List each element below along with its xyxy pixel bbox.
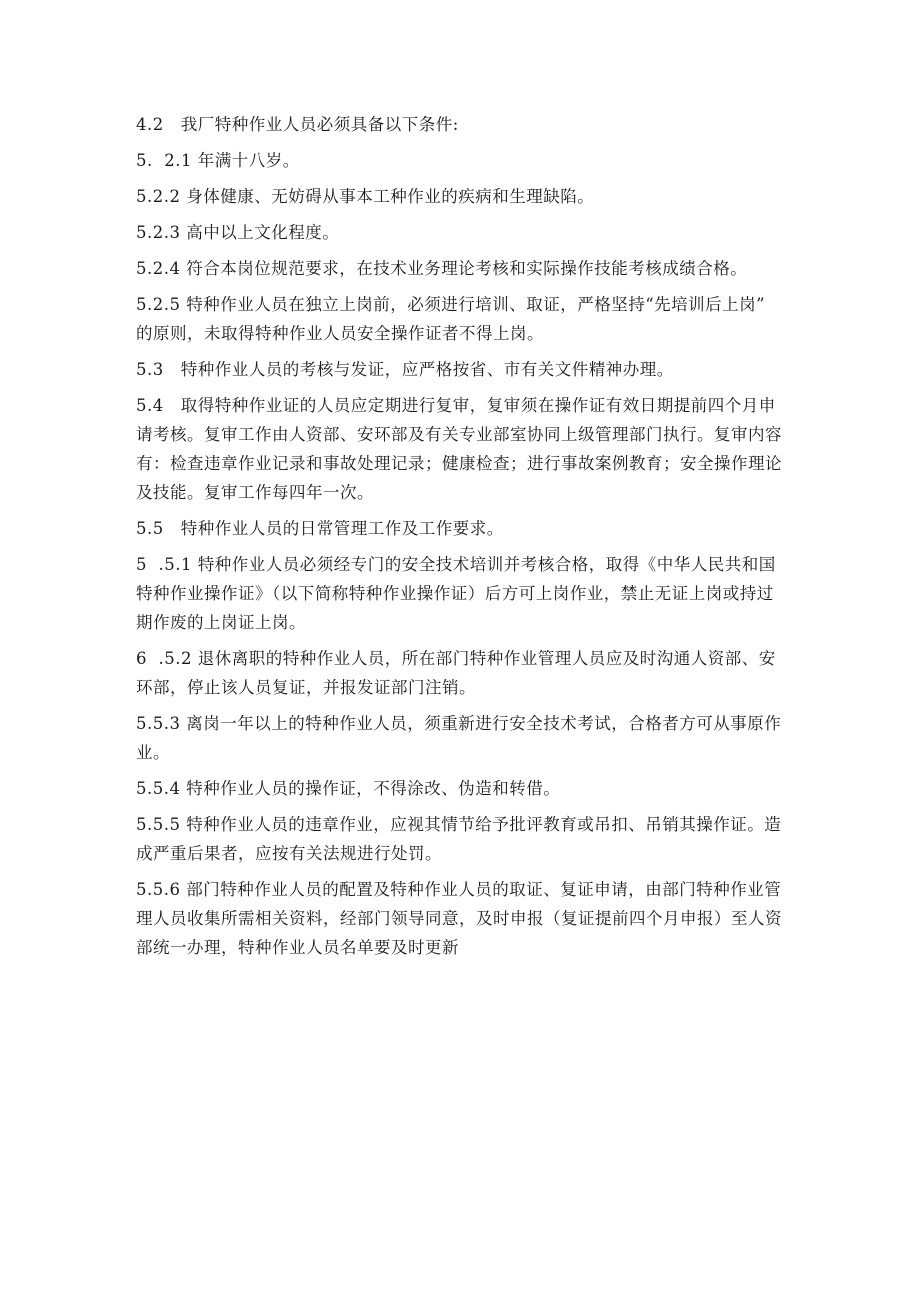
text-line: 5.4 取得特种作业证的人员应定期进行复审，复审须在操作证有效日期提前四个月申 bbox=[136, 396, 776, 415]
text-line: 5.2.3 高中以上文化程度。 bbox=[136, 223, 340, 242]
text-line: 5.2.5 特种作业人员在独立上岗前，必须进行培训、取证，严格坚持“先培训后上岗” bbox=[136, 295, 766, 314]
text-line: 环部，停止该人员复证，并报发证部门注销。 bbox=[136, 678, 476, 697]
text-line: 5.5.3 离岗一年以上的特种作业人员，须重新进行安全技术考试，合格者方可从事原作 bbox=[136, 714, 782, 733]
paragraph bbox=[136, 290, 786, 348]
paragraph bbox=[136, 810, 786, 868]
text-line: 的原则，未取得特种作业人员安全操作证者不得上岗。 bbox=[136, 324, 544, 343]
text-line: 4.2 我厂特种作业人员必须具备以下条件: bbox=[136, 115, 459, 134]
text-line: 6 .5.2 退休离职的特种作业人员，所在部门特种作业管理人员应及时沟通人资部、安 bbox=[136, 649, 776, 668]
text-line: 5 .5.1 特种作业人员必须经专门的安全技术培训并考核合格，取得《中华人民共和国 bbox=[136, 555, 776, 574]
paragraph bbox=[136, 875, 786, 962]
text-line: 5.5 特种作业人员的日常管理工作及工作要求。 bbox=[136, 519, 504, 538]
paragraph bbox=[136, 550, 786, 637]
paragraph bbox=[136, 644, 786, 702]
paragraph bbox=[136, 709, 786, 767]
text-line: 理人员收集所需相关资料，经部门领导同意，及时申报（复证提前四个月申报）至人资 bbox=[136, 909, 782, 928]
text-line: 5.5.4 特种作业人员的操作证，不得涂改、伪造和转借。 bbox=[136, 779, 561, 798]
text-line: 5.5.6 部门特种作业人员的配置及特种作业人员的取证、复证申请，由部门特种作业管 bbox=[136, 880, 782, 899]
text-line: 5. 2.1 年满十八岁。 bbox=[136, 151, 300, 170]
text-line: 5.2.2 身体健康、无妨碍从事本工种作业的疾病和生理缺陷。 bbox=[136, 187, 595, 206]
document-body bbox=[136, 110, 786, 969]
text-line: 5.3 特种作业人员的考核与发证，应严格按省、市有关文件精神办理。 bbox=[136, 360, 674, 379]
text-line: 业。 bbox=[136, 743, 170, 762]
text-line: 期作废的上岗证上岗。 bbox=[136, 613, 306, 632]
paragraph bbox=[136, 218, 786, 247]
paragraph bbox=[136, 182, 786, 211]
paragraph bbox=[136, 514, 786, 543]
text-line: 特种作业操作证》（以下简称特种作业操作证）后方可上岗作业，禁止无证上岗或持过 bbox=[136, 584, 774, 603]
text-line: 5.2.4 符合本岗位规范要求，在技术业务理论考核和实际操作技能考核成绩合格。 bbox=[136, 259, 748, 278]
paragraph bbox=[136, 110, 786, 139]
paragraph bbox=[136, 146, 786, 175]
text-line: 有：检查违章作业记录和事故处理记录；健康检查；进行事故案例教育；安全操作理论 bbox=[136, 454, 782, 473]
text-line: 请考核。复审工作由人资部、安环部及有关专业部室协同上级管理部门执行。复审内容 bbox=[136, 425, 782, 444]
paragraph bbox=[136, 391, 786, 507]
text-line: 5.5.5 特种作业人员的违章作业，应视其情节给予批评教育或吊扣、吊销其操作证。造 bbox=[136, 815, 782, 834]
paragraph bbox=[136, 774, 786, 803]
paragraph bbox=[136, 355, 786, 384]
text-line: 成严重后果者，应按有关法规进行处罚。 bbox=[136, 844, 442, 863]
paragraph bbox=[136, 254, 786, 283]
text-line: 部统一办理，特种作业人员名单要及时更新 bbox=[136, 938, 459, 957]
text-line: 及技能。复审工作每四年一次。 bbox=[136, 483, 374, 502]
